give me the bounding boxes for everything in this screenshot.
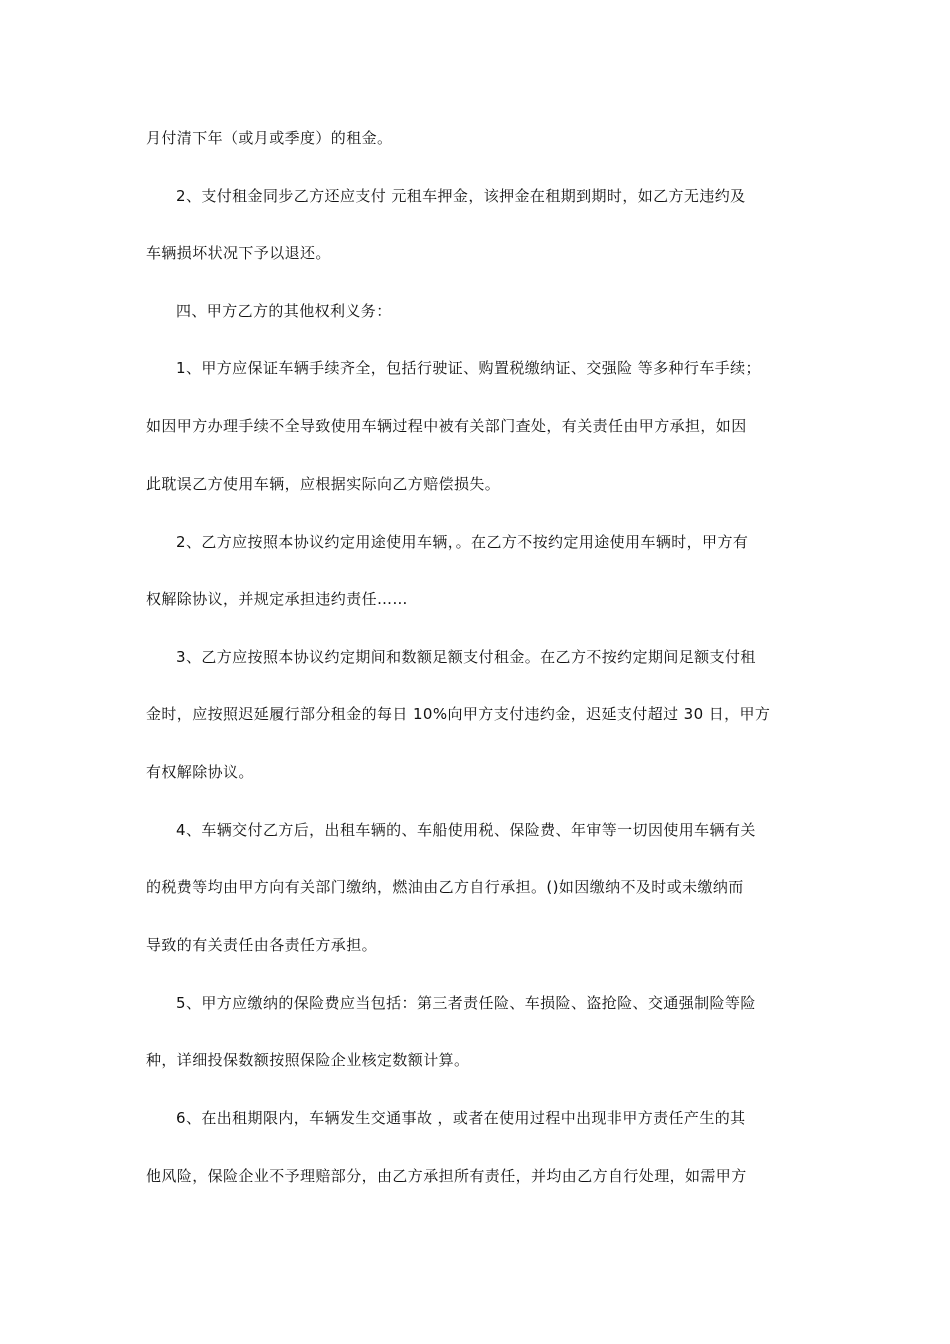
- text-line: 如因甲方办理手续不全导致使用车辆过程中被有关部门查处，有关责任由甲方承担，如因: [146, 417, 747, 435]
- text-line: 他风险，保险企业不予理赔部分，由乙方承担所有责任，并均由乙方自行处理，如需甲方: [146, 1167, 747, 1185]
- text-line: 5、甲方应缴纳的保险费应当包括：第三者责任险、车损险、盗抢险、交通强制险等险: [176, 994, 756, 1012]
- text-line: 有权解除协议。: [146, 763, 254, 781]
- text-line: 种，详细投保数额按照保险企业核定数额计算。: [146, 1051, 470, 1069]
- text-line: 金时，应按照迟延履行部分租金的每日 10%向甲方支付违约金，迟延支付超过 30 日，甲方: [146, 705, 771, 723]
- section-heading: 四、甲方乙方的其他权利义务：: [176, 302, 392, 320]
- text-line: 权解除协议，并规定承担违约责任……: [146, 590, 408, 608]
- text-line: 4、车辆交付乙方后，出租车辆的、车船使用税、保险费、年审等一切因使用车辆有关: [176, 821, 756, 839]
- text-line: 的税费等均由甲方向有关部门缴纳，燃油由乙方自行承担。()如因缴纳不及时或未缴纳而: [146, 878, 744, 896]
- text-line: 3、乙方应按照本协议约定期间和数额足额支付租金。在乙方不按约定期间足额支付租: [176, 648, 756, 666]
- text-line: 2、乙方应按照本协议约定用途使用车辆，。在乙方不按约定用途使用车辆时，甲方有: [176, 533, 749, 551]
- text-line: 车辆损坏状况下予以退还。: [146, 244, 331, 262]
- text-line: 月付清下年（或月或季度）的租金。: [146, 129, 393, 147]
- text-line: 1、甲方应保证车辆手续齐全，包括行驶证、购置税缴纳证、交强险 等多种行车手续；: [176, 359, 761, 377]
- text-line: 2、支付租金同步乙方还应支付 元租车押金，该押金在租期到期时，如乙方无违约及: [176, 187, 746, 205]
- text-line: 此耽误乙方使用车辆，应根据实际向乙方赔偿损失。: [146, 475, 501, 493]
- text-line: 6、在出租期限内，车辆发生交通事故 ，或者在使用过程中出现非甲方责任产生的其: [176, 1109, 746, 1127]
- text-line: 导致的有关责任由各责任方承担。: [146, 936, 378, 954]
